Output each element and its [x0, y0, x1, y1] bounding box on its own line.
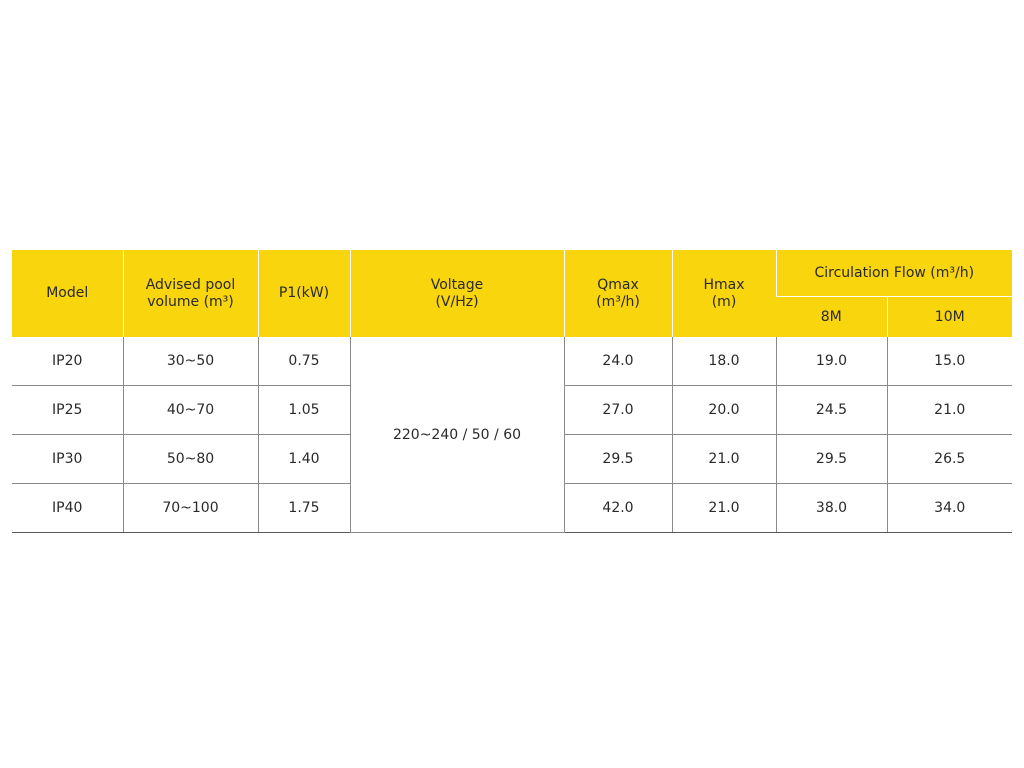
- cell-pool-volume: 30~50: [123, 337, 258, 386]
- cell-hmax: 21.0: [672, 435, 776, 484]
- cell-pool-volume: 70~100: [123, 484, 258, 533]
- header-pool-volume-line1: Advised pool: [145, 276, 236, 293]
- header-voltage-line2: (V/Hz): [435, 293, 479, 310]
- header-flow-10m: 10M: [887, 297, 1012, 338]
- header-pool-volume: [123, 250, 258, 337]
- header-qmax-line2: (m³/h): [596, 293, 640, 310]
- table-header: [12, 250, 1012, 337]
- cell-p1: 0.75: [258, 337, 350, 386]
- table-row: [12, 337, 1012, 386]
- header-hmax-line2: (m): [711, 293, 737, 310]
- cell-flow-10m: 15.0: [887, 337, 1012, 386]
- cell-voltage: 220~240 / 50 / 60: [350, 337, 564, 533]
- cell-hmax: 21.0: [672, 484, 776, 533]
- cell-model: IP40: [12, 484, 123, 533]
- cell-flow-10m: 26.5: [887, 435, 1012, 484]
- cell-p1: 1.75: [258, 484, 350, 533]
- cell-model: IP30: [12, 435, 123, 484]
- header-qmax: [564, 250, 672, 337]
- table-body: [12, 337, 1012, 533]
- header-hmax-line1: Hmax: [703, 276, 745, 293]
- header-qmax-line1: Qmax: [597, 276, 639, 293]
- cell-hmax: 20.0: [672, 386, 776, 435]
- cell-model: IP25: [12, 386, 123, 435]
- cell-qmax: 42.0: [564, 484, 672, 533]
- cell-flow-8m: 19.0: [776, 337, 887, 386]
- cell-qmax: 29.5: [564, 435, 672, 484]
- cell-pool-volume: 40~70: [123, 386, 258, 435]
- cell-hmax: 18.0: [672, 337, 776, 386]
- header-pool-volume-line2: volume (m³): [147, 293, 234, 310]
- header-p1: P1(kW): [258, 250, 350, 337]
- cell-qmax: 27.0: [564, 386, 672, 435]
- header-voltage-line1: Voltage: [430, 276, 484, 293]
- cell-p1: 1.05: [258, 386, 350, 435]
- cell-pool-volume: 50~80: [123, 435, 258, 484]
- cell-flow-10m: 21.0: [887, 386, 1012, 435]
- header-model: Model: [12, 250, 123, 337]
- cell-flow-8m: 24.5: [776, 386, 887, 435]
- header-voltage: [350, 250, 564, 337]
- cell-p1: 1.40: [258, 435, 350, 484]
- cell-model: IP20: [12, 337, 123, 386]
- header-hmax: [672, 250, 776, 337]
- cell-qmax: 24.0: [564, 337, 672, 386]
- cell-flow-8m: 38.0: [776, 484, 887, 533]
- cell-flow-10m: 34.0: [887, 484, 1012, 533]
- header-circulation-flow: Circulation Flow (m³/h): [776, 250, 1012, 297]
- spec-table: [12, 250, 1012, 533]
- header-flow-8m: 8M: [776, 297, 887, 338]
- cell-flow-8m: 29.5: [776, 435, 887, 484]
